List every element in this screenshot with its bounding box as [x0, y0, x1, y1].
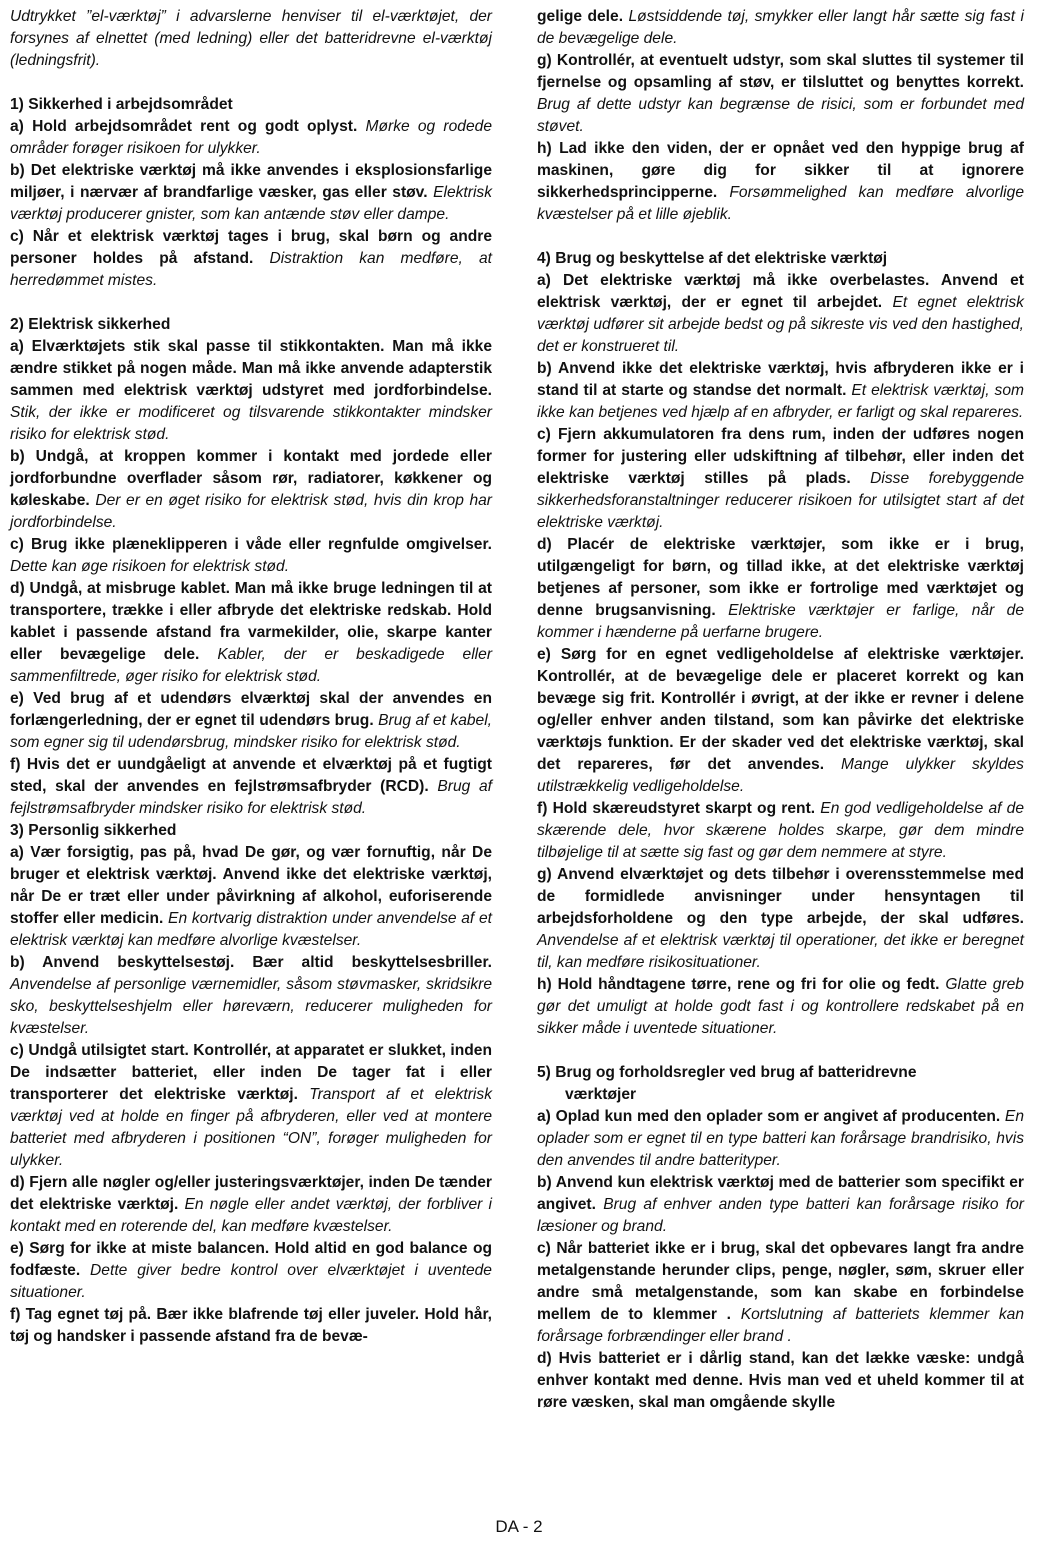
item-4h-italic: Glatte greb gør det umuligt at holde godt fast i og kontrollere redskabet på en sikker måde i uventede situationer. [537, 976, 1024, 1037]
item-3f-continued [537, 6, 1024, 50]
item-2e-bold: e) Ved brug af et udendørs elværktøj skal der anvendes en forlængerledning, der er egnet til udendørs brug. [10, 690, 492, 729]
item-2d-bold: d) Undgå, at misbruge kablet. Man må ikke bruge ledningen til at transportere, trække i eller afbryde det elektriske redskab. Hold kablet i passende afstand fra varmekilder, olie, skarpe kanter eller bevægelige dele. [10, 580, 492, 663]
item-5c-italic: Kortslutning af batteriets klemmer kan forårsage forbrændinger eller brand . [537, 1306, 1024, 1345]
item-1a-bold: a) Hold arbejdsområdet rent og godt oplyst. [10, 118, 358, 135]
item-3f-cont-italic: Løstsiddende tøj, smykker eller langt hår sætte sig fast i de bevægelige dele. [537, 8, 1024, 47]
item-3e-bold: e) Sørg for ikke at miste balancen. Hold altid en god balance og fodfæste. [10, 1240, 492, 1279]
item-5c [537, 1238, 1024, 1348]
section-1-heading: 1) Sikkerhed i arbejdsområdet [10, 96, 233, 113]
item-4g [537, 864, 1024, 974]
item-2f-italic: Brug af fejlstrømsafbryder mindsker risiko for elektrisk stød. [10, 778, 492, 817]
item-5c-bold: c) Når batteriet ikke er i brug, skal det opbevares langt fra andre metalgenstande herunder clips, penge, nøgler, søm, skruer eller andre små metalgenstande, som kan skabe en forbindelse mellem de to klemmer . [537, 1240, 1024, 1323]
item-3d-italic: En nøgle eller andet værktøj, der forbliver i kontakt med en roterende del, kan medføre kvæstelser. [10, 1196, 492, 1235]
item-3a-italic: En kortvarig distraktion under anvendelse af et elektrisk værktøj kan medføre alvorlige kvæstelser. [10, 910, 492, 949]
item-2c-bold: c) Brug ikke plæneklipperen i våde eller regnfulde omgivelser. [10, 536, 492, 553]
item-5a-bold: a) Oplad kun med den oplader som er angivet af producenten. [537, 1108, 1001, 1125]
item-5b-italic: Brug af enhver anden type batteri kan forårsage risiko for læsioner og brand. [537, 1196, 1024, 1235]
item-2b [10, 446, 492, 534]
item-3h-italic: Forsømmelighed kan medføre alvorlige kvæstelser på et lille øjeblik. [537, 184, 1024, 223]
item-2a [10, 336, 492, 446]
section-5-heading: 5) Brug og forholdsregler ved brug af batteridrevne [537, 1064, 917, 1081]
item-4f-italic: En god vedligeholdelse af de skærende dele, hvor skærene holdes skarpe, gør dem mindre tilbøjelige til at sætte sig fast og gør dem nemmere at styre. [537, 800, 1024, 861]
item-4b-italic: Et elektrisk værktøj, som ikke kan betjenes ved hjælp af en afbryder, er farligt og skal repareres. [537, 382, 1024, 421]
item-4h-bold: h) Hold håndtagene tørre, rene og fri for olie og fedt. [537, 976, 940, 993]
item-4e [537, 644, 1024, 798]
item-4e-bold: e) Sørg for en egnet vedligeholdelse af elektriske værktøjer. Kontrollér, at de bevægelige dele er placeret korrekt og kan bevæge sig frit. Kontrollér i øvrigt, at der ikke er revner i delene og/eller enhver anden tilstand, som kan påvirke det elektriske værktøjs funktion. Er der skader ved det elektriske værktøj, skal det repareres, før det anvendes. [537, 646, 1024, 773]
item-3g-italic: Brug af dette udstyr kan begrænse de risici, som er forbundet med støvet. [537, 96, 1024, 135]
item-5d-bold: d) Hvis batteriet er i dårlig stand, kan det lække væske: undgå enhver kontakt med denne. Hvis man ved et uheld kommer til at røre væsken, skal man omgående skylle [537, 1350, 1024, 1411]
item-3f-bold: f) Tag egnet tøj på. Bær ikke blafrende tøj eller juveler. Hold hår, tøj og handsker i passende afstand fra de bevæ- [10, 1306, 492, 1345]
item-4b [537, 358, 1024, 424]
item-3a [10, 842, 492, 952]
intro-text: Udtrykket ”el-værktøj” i advarslerne henviser til el-værktøjet, der forsynes af elnettet (med ledning) eller det batteridrevne el-værktøj (ledningsfrit). [10, 8, 492, 69]
item-1b-italic: Elektrisk værktøj producerer gnister, som kan antænde støv eller dampe. [10, 184, 492, 223]
item-3e-italic: Dette giver bedre kontrol over elværktøjet i uventede situationer. [10, 1262, 492, 1301]
item-4f-bold: f) Hold skæreudstyret skarpt og rent. [537, 800, 816, 817]
item-1b-bold: b) Det elektriske værktøj må ikke anvendes i eksplosionsfarlige miljøer, i nærvær af brandfarlige væsker, gas eller støv. [10, 162, 492, 201]
item-3a-bold: a) Vær forsigtig, pas på, hvad De gør, og vær fornuftig, når De bruger et elektrisk værktøj. Anvend ikke det elektriske værktøj, når De er træt eller under påvirkning af alkohol, euforiserende stoffer eller medicin. [10, 844, 492, 927]
item-4b-bold: b) Anvend ikke det elektriske værktøj, hvis afbryderen ikke er i stand til at starte og standse det normalt. [537, 360, 1024, 399]
section-2-heading: 2) Elektrisk sikkerhed [10, 316, 171, 333]
item-2d [10, 578, 492, 688]
item-2e [10, 688, 492, 754]
item-4d-bold: d) Placér de elektriske værktøjer, som ikke er i brug, utilgængeligt for børn, og tillad ikke, at det elektriske værktøj betjenes af personer, som ikke er fortrolige med værktøjet og denne brugsanvisning. [537, 536, 1024, 619]
item-4d [537, 534, 1024, 644]
page-number: DA - 2 [495, 1517, 543, 1536]
item-3g [537, 50, 1024, 138]
item-2c-italic: Dette kan øge risikoen for elektrisk stød. [10, 558, 290, 575]
item-3h-bold: h) Lad ikke den viden, der er opnået ved den hyppige brug af maskinen, gøre dig for sikker til at ignorere sikkerhedsprincipperne. [537, 140, 1024, 201]
item-2d-italic: Kabler, der er beskadigede eller sammenfiltrede, øger risiko for elektrisk stød. [10, 646, 493, 685]
item-1b [10, 160, 492, 226]
item-4g-italic: Anvendelse af et elektrisk værktøj til operationer, det ikke er beregnet til, kan medføre risikosituationer. [537, 932, 1024, 971]
item-5a [537, 1106, 1024, 1172]
item-2f-bold: f) Hvis det er uundgåeligt at anvende et elværktøj på et fugtigt sted, skal der anvendes en fejlstrømsafbryder (RCD). [10, 756, 492, 795]
item-2b-bold: b) Undgå, at kroppen kommer i kontakt med jordede eller jordforbundne overflader såsom rør, radiatorer, køkkener og køleskabe. [10, 448, 492, 509]
item-2e-italic: Brug af et kabel, som egner sig til udendørsbrug, mindsker risiko for elektrisk stød. [10, 712, 493, 751]
item-5d [537, 1348, 1024, 1414]
item-2b-italic: Der er en øget risiko for elektrisk stød, hvis din krop har jordforbindelse. [10, 492, 492, 531]
item-5b [537, 1172, 1024, 1238]
section-4-heading: 4) Brug og beskyttelse af det elektriske værktøj [537, 250, 888, 267]
item-4h [537, 974, 1024, 1040]
item-4a-bold: a) Det elektriske værktøj må ikke overbelastes. Anvend et elektrisk værktøj, der er egnet til arbejdet. [537, 272, 1024, 311]
section-3-heading: 3) Personlig sikkerhed [10, 822, 177, 839]
item-5a-italic: En oplader som er egnet til en type batteri kan forårsage brandrisiko, hvis den anvendes til andre batterityper. [537, 1108, 1024, 1169]
right-column [537, 6, 1024, 1414]
item-1c-italic: Distraktion kan medføre, at herredømmet mistes. [10, 250, 492, 289]
item-3h [537, 138, 1024, 226]
item-2a-bold: a) Elværktøjets stik skal passe til stikkontakten. Man må ikke ændre stikket på nogen måde. Man må ikke anvende adapterstik sammen med elektrisk værktøj udstyret med jordforbindelse. [10, 338, 492, 399]
item-1c [10, 226, 492, 292]
item-1c-bold: c) Når et elektrisk værktøj tages i brug, skal børn og andre personer holdes på afstand. [10, 228, 492, 267]
item-4a [537, 270, 1024, 358]
item-4d-italic: Elektriske værktøjer er farlige, når de kommer i hænderne på uerfarne brugere. [537, 602, 1024, 641]
item-3b-bold: b) Anvend beskyttelsestøj. Bær altid beskyttelsesbriller. [10, 954, 492, 971]
item-3d-bold: d) Fjern alle nøgler og/eller justeringsværktøjer, inden De tænder det elektriske værktøj. [10, 1174, 492, 1213]
item-4e-italic: Mange ulykker skyldes utilstrækkelig vedligeholdelse. [537, 756, 1024, 795]
item-4f [537, 798, 1024, 864]
item-4g-bold: g) Anvend elværktøjet og dets tilbehør i overensstemmelse med de formidlede anvisninger under hensyntagen til arbejdsforholdene og den type arbejde, der skal udføres. [537, 866, 1024, 927]
item-1a [10, 116, 492, 160]
item-2c [10, 534, 492, 578]
item-4c [537, 424, 1024, 534]
item-3b [10, 952, 492, 1040]
item-4c-bold: c) Fjern akkumulatoren fra dens rum, inden der udføres nogen former for justering eller udskiftning af tilbehør, eller inden det elektriske værktøj stilles på plads. [537, 426, 1024, 487]
item-3c-italic: Transport af et elektrisk værktøj ved at holde en finger på afbryderen, eller ved at montere batteriet med afbryderen i positionen “ON”, forøger muligheden for ulykker. [10, 1086, 492, 1169]
item-3e [10, 1238, 492, 1304]
item-1a-italic: Mørke og rodede områder forøger risikoen for ulykker. [10, 118, 492, 157]
item-3d [10, 1172, 492, 1238]
item-3f-cont-bold: gelige dele. [537, 8, 624, 25]
item-3c [10, 1040, 492, 1172]
section-5-heading-cont: værktøjer [565, 1086, 637, 1103]
item-3c-bold: c) Undgå utilsigtet start. Kontrollér, at apparatet er slukket, inden De indsætter batteriet, eller inden De tager fat i eller transporterer det elektriske værktøj. [10, 1042, 492, 1103]
item-3b-italic: Anvendelse af personlige værnemidler, såsom støvmasker, skridsikre sko, beskyttelseshjelm eller høreværn, reducerer muligheden for kvæstelser. [10, 976, 492, 1037]
item-3f [10, 1304, 492, 1348]
left-column [10, 6, 492, 1348]
item-2a-italic: Stik, der ikke er modificeret og tilsvarende stikkontakter mindsker risiko for elektrisk stød. [10, 404, 492, 443]
item-4a-italic: Et egnet elektrisk værktøj udfører sit arbejde bedst og på sikreste vis ved den hastighed, det er konstrueret til. [537, 294, 1024, 355]
item-3g-bold: g) Kontrollér, at eventuelt udstyr, som skal sluttes til systemer til fjernelse og opsamling af støv, er tilsluttet og benyttes korrekt. [537, 52, 1024, 91]
item-4c-italic: Disse forebyggende sikkerhedsforanstaltninger reducerer risikoen for utilsigtet start af det elektriske værktøj. [537, 470, 1024, 531]
item-5b-bold: b) Anvend kun elektrisk værktøj med de batterier som specifikt er angivet. [537, 1174, 1024, 1213]
item-2f [10, 754, 492, 820]
